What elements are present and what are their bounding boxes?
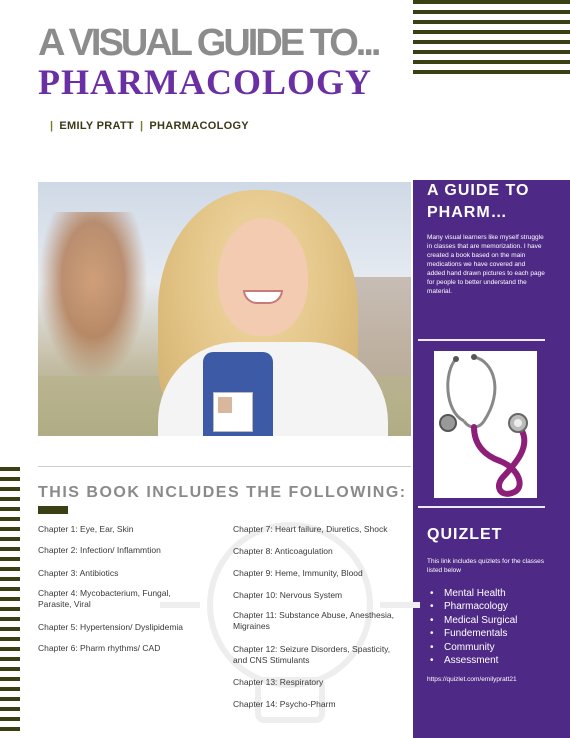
sidebar-description: Many visual learners like myself struggle in classes that are memorization. I have created a book based on the main medications we have covered and added hand drawn pictures to each page for people to better understand the material. (427, 234, 545, 295)
header-subtitle: A VISUAL GUIDE TO... (38, 22, 379, 64)
subject-name: PHARMACOLOGY (149, 120, 249, 132)
chapter-item: Chapter 6: Pharm rhythms/ CAD (38, 643, 161, 653)
stripe-decoration-bottom-left (0, 467, 20, 738)
chapter-item: Chapter 10: Nervous System (233, 590, 343, 600)
quizlet-list (430, 587, 517, 667)
chapter-item: Chapter 9: Heme, Immunity, Blood (233, 568, 363, 578)
quizlet-item: • Assessment (430, 654, 517, 667)
chapter-item: Chapter 12: Seizure Disorders, Spasticity, and CNS Stimulants (233, 644, 391, 665)
stethoscope-icon (434, 351, 537, 498)
chapter-item: Chapter 11: Substance Abuse, Anesthesia, Migraines (233, 610, 394, 631)
heading-accent-bar (38, 506, 68, 514)
stethoscope-illustration (434, 351, 537, 498)
chapter-item: Chapter 4: Mycobacterium, Fungal, Parasite, Viral (38, 588, 171, 609)
quizlet-item: • Mental Health (430, 587, 517, 600)
quizlet-item: • Medical Surgical (430, 614, 517, 627)
author-photo (38, 182, 411, 436)
section-divider (38, 466, 411, 467)
byline-separator: | (140, 120, 144, 132)
chapter-item: Chapter 5: Hypertension/ Dyslipidemia (38, 622, 184, 632)
chapter-item: Chapter 1: Eye, Ear, Skin (38, 524, 134, 534)
chapter-item: Chapter 8: Anticoagulation (233, 546, 333, 556)
chapter-item: Chapter 3: Antibiotics (38, 568, 119, 578)
chapter-item: Chapter 7: Heart failure, Diuretics, Shock (233, 524, 388, 534)
sidebar-divider (418, 339, 545, 341)
sidebar-divider (418, 506, 545, 508)
quizlet-description: This link includes quizlets for the classes listed below (427, 558, 545, 574)
id-badge (213, 392, 253, 432)
stripe-decoration-top-right (413, 0, 570, 82)
byline (44, 120, 249, 132)
sidebar-heading: A GUIDE TO PHARM… (427, 182, 530, 221)
chapter-item: Chapter 14: Psycho-Pharm (233, 699, 336, 709)
header-title: PHARMACOLOGY (38, 62, 372, 102)
quizlet-item: • Community (430, 641, 517, 654)
quizlet-item: • Pharmacology (430, 600, 517, 613)
byline-separator: | (50, 120, 54, 132)
quizlet-heading: QUIZLET (427, 526, 503, 543)
quizlet-item: • Fundementals (430, 627, 517, 640)
author-name: EMILY PRATT (59, 120, 134, 132)
chapter-item: Chapter 13: Respiratory (233, 677, 324, 687)
book-contents-heading: THIS BOOK INCLUDES THE FOLLOWING: (38, 484, 407, 501)
chapter-item: Chapter 2: Infection/ Inflammtion (38, 545, 161, 555)
quizlet-link[interactable]: https://quizlet.com/emilypratt21 (427, 676, 517, 683)
